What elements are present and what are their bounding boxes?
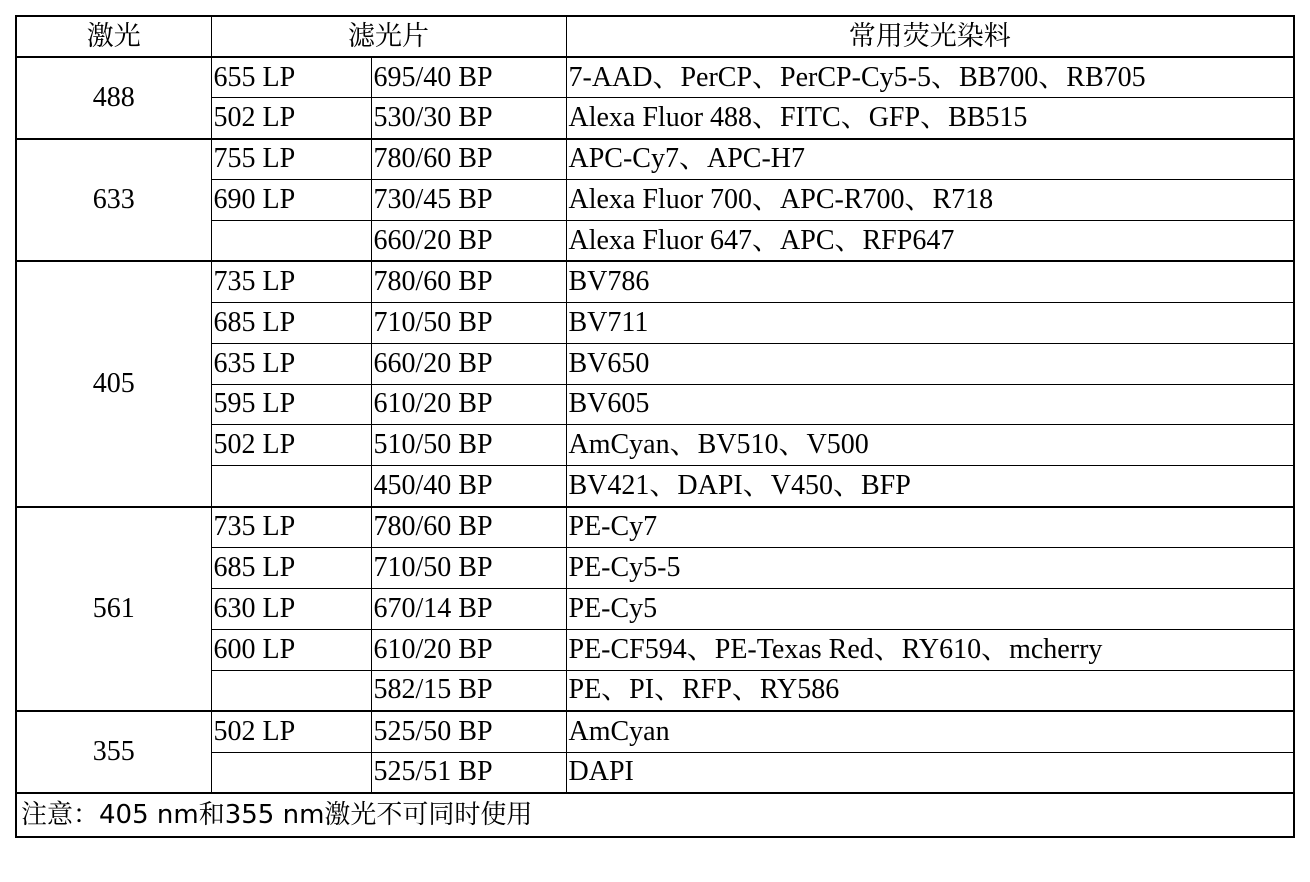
dyes-cell: DAPI bbox=[566, 752, 1294, 793]
bandpass-filter-cell: 525/51 BP bbox=[371, 752, 566, 793]
dyes-cell: PE、PI、RFP、RY586 bbox=[566, 670, 1294, 711]
dyes-cell: BV711 bbox=[566, 302, 1294, 343]
longpass-filter-cell: 735 LP bbox=[211, 261, 371, 302]
longpass-filter-cell: 502 LP bbox=[211, 711, 371, 752]
dyes-cell: PE-CF594、PE-Texas Red、RY610、mcherry bbox=[566, 629, 1294, 670]
longpass-filter-cell bbox=[211, 466, 371, 507]
dyes-cell: Alexa Fluor 488、FITC、GFP、BB515 bbox=[566, 98, 1294, 139]
longpass-filter-cell: 600 LP bbox=[211, 629, 371, 670]
dyes-cell: BV421、DAPI、V450、BFP bbox=[566, 466, 1294, 507]
bandpass-filter-cell: 530/30 BP bbox=[371, 98, 566, 139]
table-row bbox=[16, 261, 1294, 302]
note-row bbox=[16, 793, 1294, 837]
laser-cell: 561 bbox=[16, 507, 211, 711]
dyes-cell: AmCyan bbox=[566, 711, 1294, 752]
dyes-cell: APC-Cy7、APC-H7 bbox=[566, 139, 1294, 180]
longpass-filter-cell: 502 LP bbox=[211, 98, 371, 139]
bandpass-filter-cell: 525/50 BP bbox=[371, 711, 566, 752]
filter-table bbox=[15, 15, 1295, 838]
bandpass-filter-cell: 670/14 BP bbox=[371, 588, 566, 629]
longpass-filter-cell: 735 LP bbox=[211, 507, 371, 548]
bandpass-filter-cell: 660/20 BP bbox=[371, 220, 566, 261]
longpass-filter-cell: 685 LP bbox=[211, 548, 371, 589]
longpass-filter-cell: 502 LP bbox=[211, 425, 371, 466]
longpass-filter-cell: 655 LP bbox=[211, 57, 371, 98]
dyes-cell: Alexa Fluor 700、APC-R700、R718 bbox=[566, 180, 1294, 221]
bandpass-filter-cell: 450/40 BP bbox=[371, 466, 566, 507]
longpass-filter-cell: 635 LP bbox=[211, 343, 371, 384]
bandpass-filter-cell: 610/20 BP bbox=[371, 629, 566, 670]
bandpass-filter-cell: 510/50 BP bbox=[371, 425, 566, 466]
header-row bbox=[16, 16, 1294, 57]
longpass-filter-cell bbox=[211, 752, 371, 793]
dyes-cell: BV786 bbox=[566, 261, 1294, 302]
laser-cell: 405 bbox=[16, 261, 211, 506]
table-row bbox=[16, 711, 1294, 752]
longpass-filter-cell: 690 LP bbox=[211, 180, 371, 221]
bandpass-filter-cell: 710/50 BP bbox=[371, 548, 566, 589]
longpass-filter-cell bbox=[211, 670, 371, 711]
dyes-cell: PE-Cy7 bbox=[566, 507, 1294, 548]
bandpass-filter-cell: 780/60 BP bbox=[371, 139, 566, 180]
bandpass-filter-cell: 730/45 BP bbox=[371, 180, 566, 221]
bandpass-filter-cell: 780/60 BP bbox=[371, 261, 566, 302]
dyes-cell: Alexa Fluor 647、APC、RFP647 bbox=[566, 220, 1294, 261]
header-laser: 激光 bbox=[16, 16, 211, 57]
bandpass-filter-cell: 660/20 BP bbox=[371, 343, 566, 384]
longpass-filter-cell: 685 LP bbox=[211, 302, 371, 343]
bandpass-filter-cell: 695/40 BP bbox=[371, 57, 566, 98]
dyes-cell: AmCyan、BV510、V500 bbox=[566, 425, 1294, 466]
dyes-cell: BV650 bbox=[566, 343, 1294, 384]
table-row bbox=[16, 57, 1294, 98]
longpass-filter-cell: 630 LP bbox=[211, 588, 371, 629]
filter-table-sheet bbox=[15, 15, 1293, 865]
dyes-cell: BV605 bbox=[566, 384, 1294, 425]
dyes-cell: PE-Cy5-5 bbox=[566, 548, 1294, 589]
bandpass-filter-cell: 582/15 BP bbox=[371, 670, 566, 711]
note-text: 注意：405 nm和355 nm激光不可同时使用 bbox=[16, 793, 1294, 837]
bandpass-filter-cell: 710/50 BP bbox=[371, 302, 566, 343]
bandpass-filter-cell: 780/60 BP bbox=[371, 507, 566, 548]
laser-cell: 355 bbox=[16, 711, 211, 793]
longpass-filter-cell bbox=[211, 220, 371, 261]
bandpass-filter-cell: 610/20 BP bbox=[371, 384, 566, 425]
dyes-cell: 7-AAD、PerCP、PerCP-Cy5-5、BB700、RB705 bbox=[566, 57, 1294, 98]
table-row bbox=[16, 139, 1294, 180]
laser-cell: 488 bbox=[16, 57, 211, 139]
laser-cell: 633 bbox=[16, 139, 211, 262]
header-dyes: 常用荧光染料 bbox=[566, 16, 1294, 57]
longpass-filter-cell: 595 LP bbox=[211, 384, 371, 425]
longpass-filter-cell: 755 LP bbox=[211, 139, 371, 180]
dyes-cell: PE-Cy5 bbox=[566, 588, 1294, 629]
table-row bbox=[16, 507, 1294, 548]
header-filter: 滤光片 bbox=[211, 16, 566, 57]
